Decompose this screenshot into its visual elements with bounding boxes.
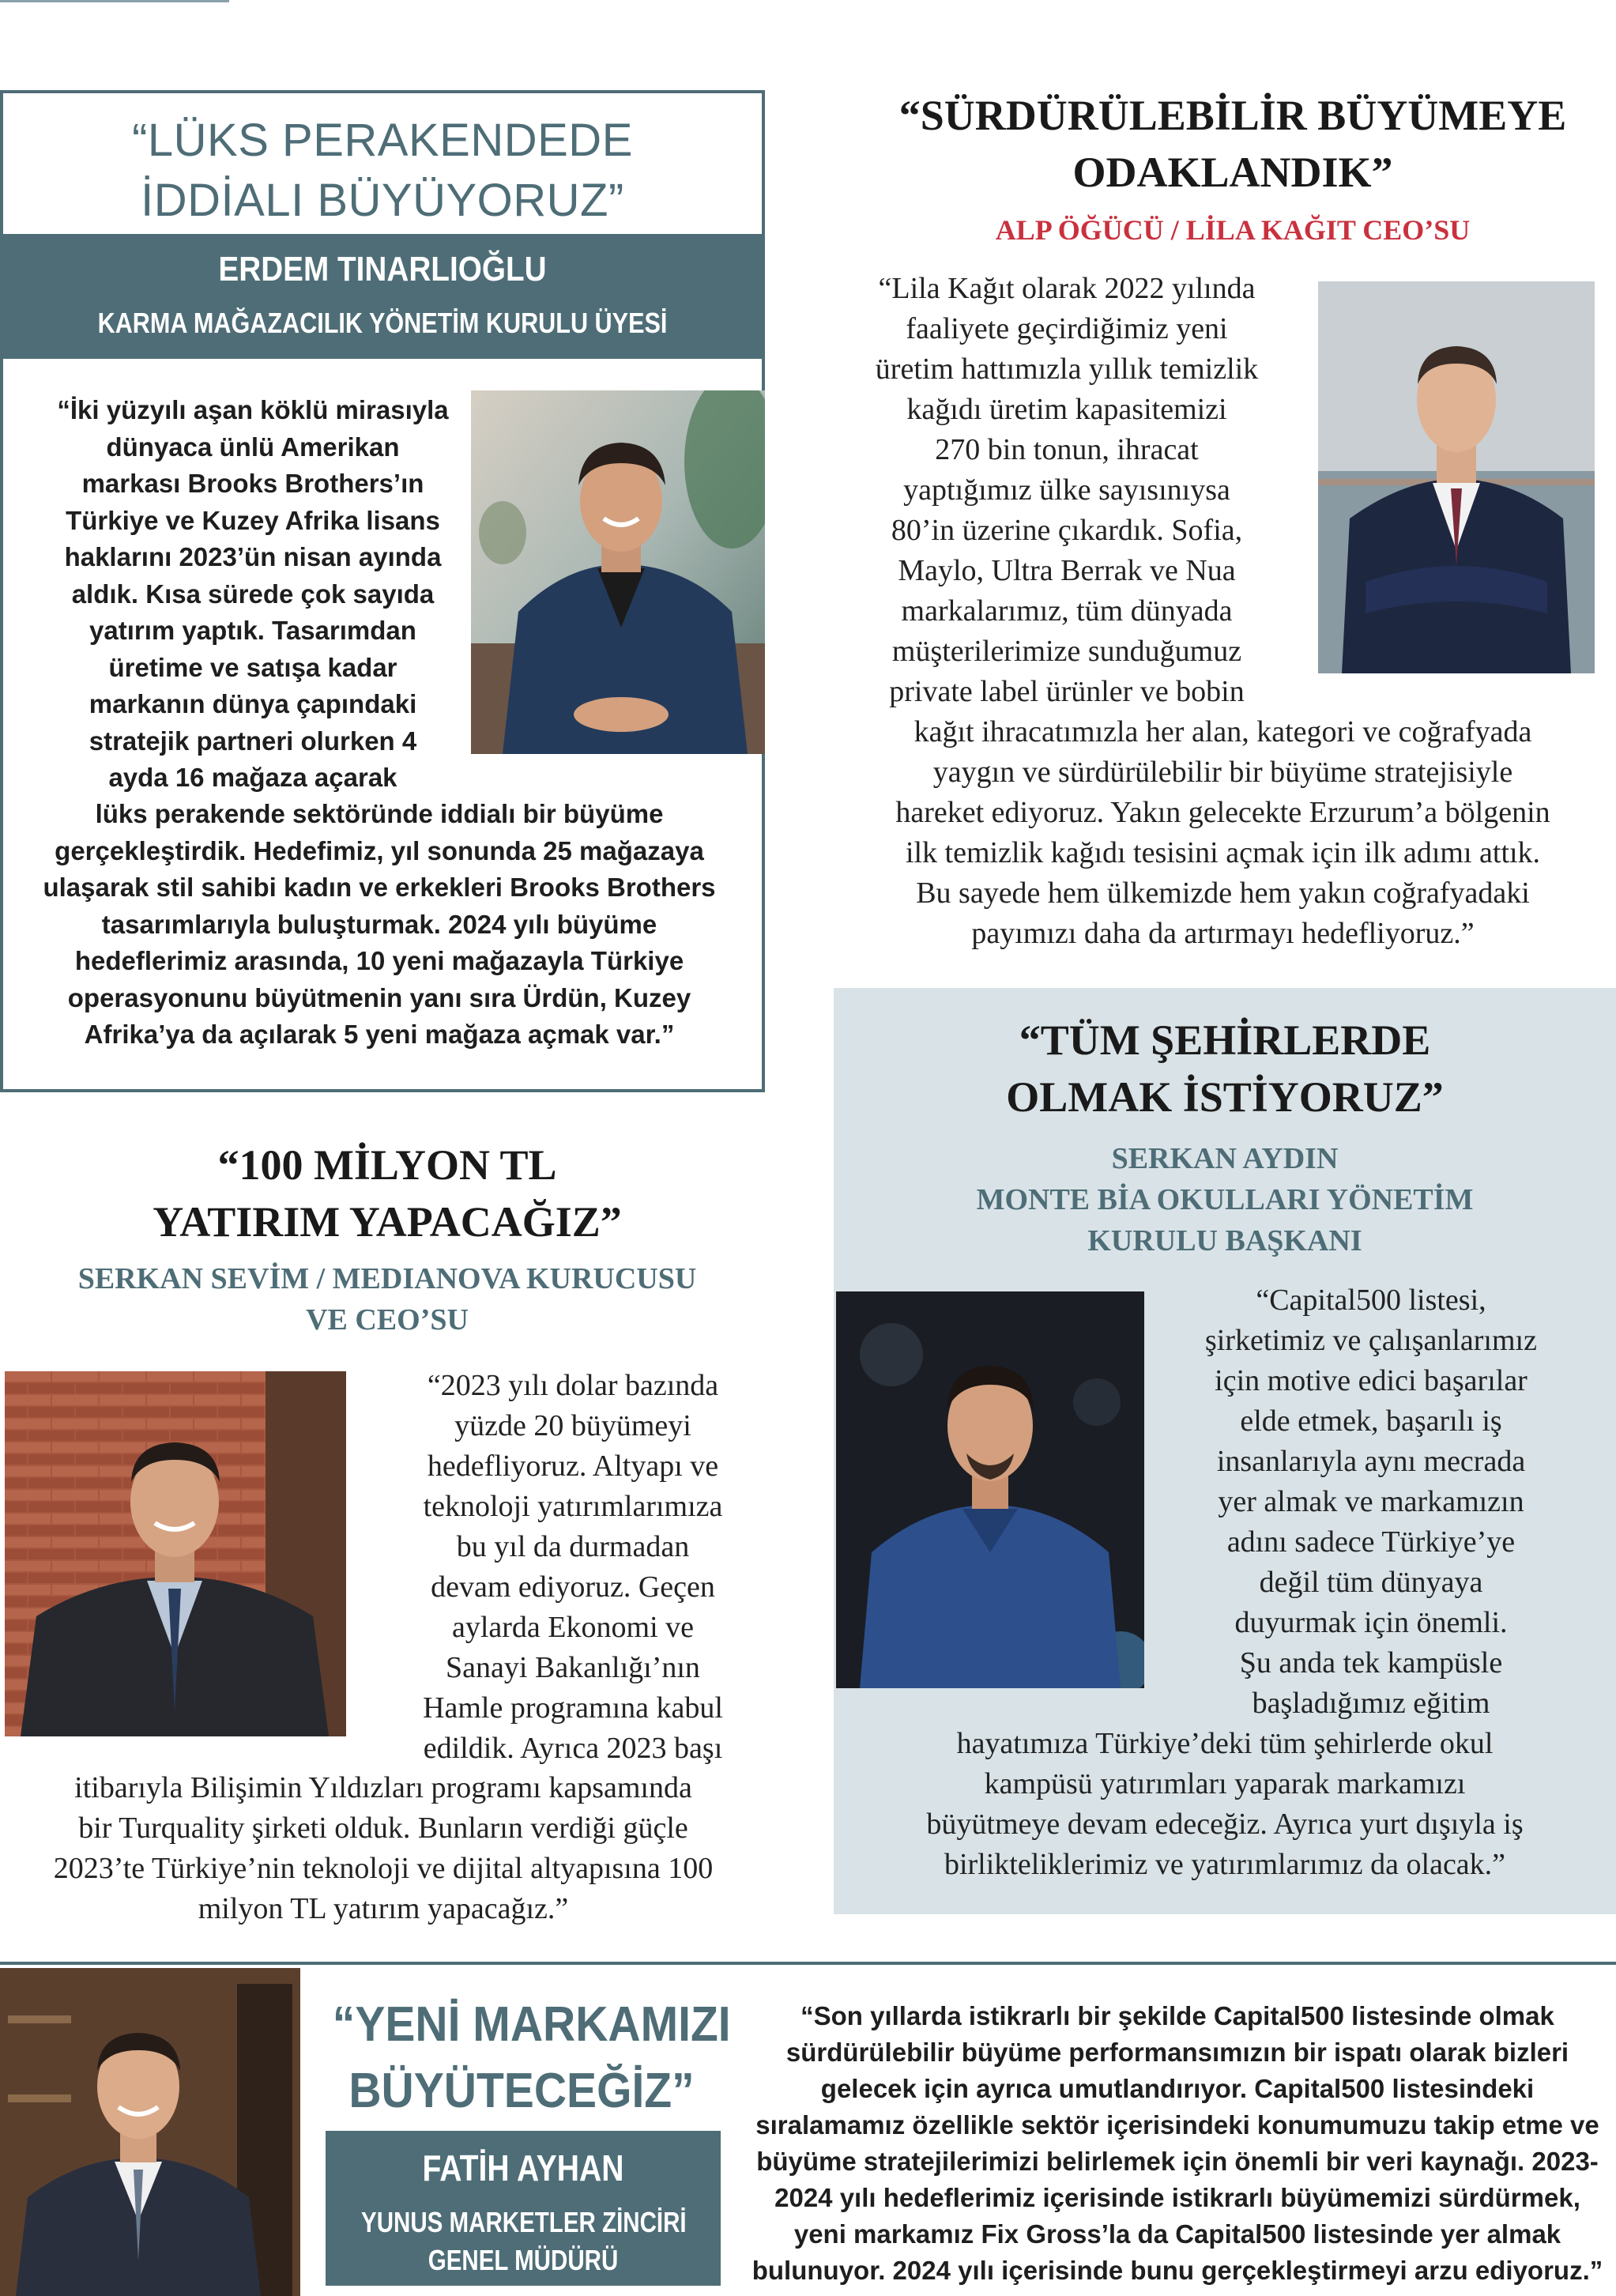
section2-quote-bottom: kağıt ihracatımızla her alan, kategori ve coğrafyada yaygın ve sürdürülebilir bir büyüme stratejisiyle hareket ediyoruz. Yakın gelecekte Erzurum’a bölgenin ilk temizlik kağıdı tesisini açmak için ilk adımı attık. Bu sayede hem ülkemizde hem yakın coğrafyadaki payımızı daha da artırmayı hedefliyoruz.” [895,715,1550,950]
section4-quote-bottom: hayatımıza Türkiye’deki tüm şehirlerde okul kampüsü yatırımları yaparak markamızı büyütmeye devam edeceğiz. Ayrıca yurt dışıyla iş birlikteliklerimiz ve yatırımlarımız da olacak.” [926,1727,1524,1881]
section4-title: “TÜM ŞEHİRLERDE OLMAK İSTİYORUZ” [1006,1016,1444,1121]
fatih-ayhan-photo [0,1968,300,2296]
section3-quote-top: “2023 yılı dolar bazında yüzde 20 büyümeyi hedefliyoruz. Altyapı ve teknoloji yatırımlarımıza bu yıl da durmadan devam ediyoruz. Geçen aylarda Ekonomi ve Sanayi Bakanlığı’nın Hamle programına kabul edildik. Ayrıca 2023 başı [423,1369,723,1765]
section5-title: “YENİ MARKAMIZI BÜYÜTECEĞİZ” [332,1997,731,2118]
section1-name-band [3,234,762,359]
section5-name: FATİH AYHAN [422,2147,624,2189]
section5-role: YUNUS MARKETLER ZİNCİRİ GENEL MÜDÜRÜ [361,2206,687,2276]
erdem-tinarlioglu-photo [471,390,765,754]
section1-quote-bottom: lüks perakende sektöründe iddialı bir büyüme gerçekleştirdik. Hedefimiz, yıl sonunda 25 mağazaya ulaşarak stil sahibi kadın ve erkekleri Brooks Brothers tasarımlarıyla buluşturmak. 2024 yılı büyüme hedeflerimiz arasında, 10 yeni mağazayla Türkiye operasyonunu büyütmenin yanı sıra Ürdün, Kuzey Afrika’ya da açılarak 5 yeni mağaza açmak var.” [43,799,716,1049]
section5-name-band [326,2131,721,2286]
alp-ogucu-photo [1318,281,1595,673]
serkan-aydin-photo [836,1291,1144,1688]
section1-name: ERDEM TINARLIOĞLU [218,250,547,288]
bottom-divider [0,1962,1616,1965]
section3-quote-bottom: itibarıyla Bilişimin Yıldızları programı kapsamında bir Turquality şirketi olduk. Bunların verdiği güçle 2023’te Türkiye’nin teknoloji ve dijital altyapısına 100 milyon TL yatırım yapacağız.” [53,1771,714,1925]
serkan-sevim-photo [5,1371,346,1736]
section1-role: KARMA MAĞAZACILIK YÖNETİM KURULU ÜYESİ [97,307,668,339]
top-rule [0,0,229,2]
section3-subtitle: SERKAN SEVİM / MEDIANOVA KURUCUSU VE CEO’SU [77,1262,697,1337]
section5-quote: “Son yıllarda istikrarlı bir şekilde Capital500 listesinde olmak sürdürülebilir büyüme performansımızın bir ispatı olarak bizleri gelecek için ayrıca umutlandırıyor. Capital500 listesindeki sıralamamız özellikle sektör içerisindeki konumumuzu takip etme ve büyüme stratejilerimizi belirlemek için önemli bir veri kaynağı. 2023- 2024 yılı hedeflerimiz içerisinde istikrarlı büyümemizi sürdürmek, yeni markamız Fix Gross’la da Capital500 listesinde yer almak bulunuyor. 2024 yılı içerisinde bunu gerçekleştirmeyi arzu ediyoruz.” [751,2001,1603,2285]
section4-subtitle: SERKAN AYDIN MONTE BİA OKULLARI YÖNETİM KURULU BAŞKANI [976,1142,1474,1257]
section4-quote-top: “Capital500 listesi, şirketimiz ve çalışanlarımız için motive edici başarılar elde etmek, başarılı iş insanlarıyla aynı mecrada yer almak ve markamızın adını sadece Türkiye’ye değil tüm dünyaya duyurmak için önemli. Şu anda tek kampüsle başladığımız eğitim [1205,1284,1537,1720]
section1-quote-top: “İki yüzyılı aşan köklü mirasıyla dünyaca ünlü Amerikan markası Brooks Brothers’ın Türkiye ve Kuzey Afrika lisans haklarını 2023’ün nisan ayında aldık. Kısa sürede çok sayıda yatırım yaptık. Tasarımdan üretime ve satışa kadar markanın dünya çapındaki stratejik partneri olurken 4 ayda 16 mağaza açarak [57,395,449,792]
section2-title: “SÜRDÜRÜLEBİLİR BÜYÜMEYE ODAKLANDIK” [898,92,1567,196]
section1-title: “LÜKS PERAKENDEDE İDDİALI BÜYÜYORUZ” [132,115,633,226]
section3-title: “100 MİLYON TL YATIRIM YAPACAĞIZ” [153,1141,622,1246]
section2-subtitle: ALP ÖĞÜCÜ / LİLA KAĞIT CEO’SU [995,214,1471,246]
section2-quote-top: “Lila Kağıt olarak 2022 yılında faaliyete geçirdiğimiz yeni üretim hattımızla yıllık temizlik kağıdı üretim kapasitemizi 270 bin tonun, ihracat yaptığımız ülke sayısınıysa 80’in üzerine çıkardık. Sofia, Maylo, Ultra Berrak ve Nua markalarımız, tüm dünyada müşterilerimize sunduğumuz private label ürünler ve bobin [875,272,1259,708]
